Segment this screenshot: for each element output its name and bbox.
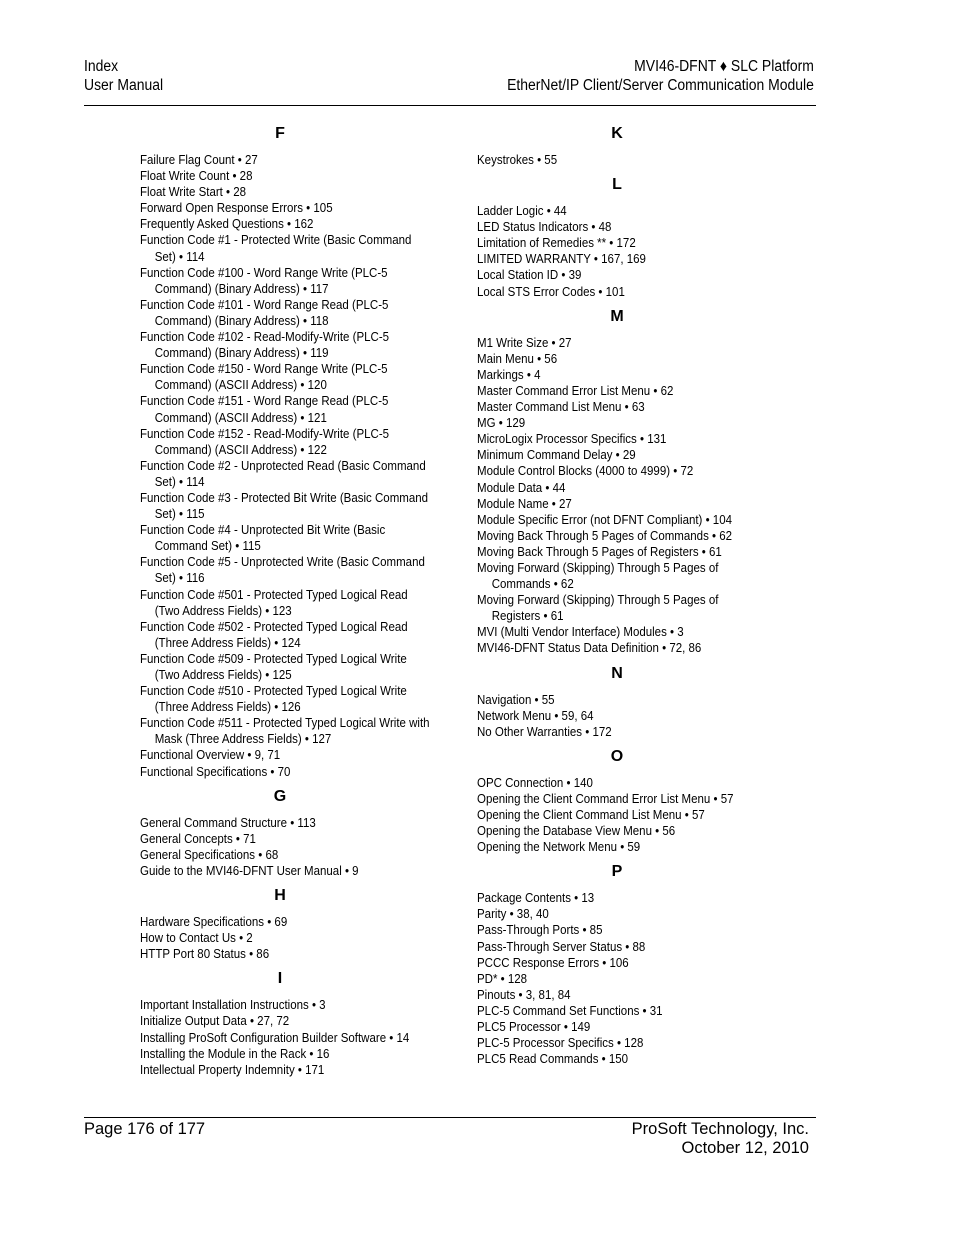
index-entry-list	[140, 914, 440, 962]
header-divider	[84, 105, 816, 106]
index-letter-heading: F	[275, 125, 285, 142]
index-entry: MG • 129	[477, 416, 526, 431]
index-entry: Moving Forward (Skipping) Through 5 Pages of Registers • 61	[477, 593, 719, 624]
index-entry: Function Code #510 - Protected Typed Logical Write (Three Address Fields) • 126	[140, 684, 407, 715]
index-entry: Navigation • 55	[477, 692, 555, 707]
index-entry: Function Code #102 - Read-Modify-Write (PLC-5 Command) (Binary Address) • 119	[140, 330, 390, 361]
footer-divider	[84, 1117, 816, 1118]
index-entry: Limitation of Remedies ** • 172	[477, 236, 636, 251]
index-entry: Installing ProSoft Configuration Builder Software • 14	[140, 1030, 410, 1045]
index-entry: Function Code #151 - Word Range Read (PLC-5 Command) (ASCII Address) • 121	[140, 394, 389, 425]
index-entry: MVI (Multi Vendor Interface) Modules • 3	[477, 625, 684, 640]
header-section-title: Index	[84, 58, 119, 75]
index-entry: General Command Structure • 113	[140, 815, 316, 830]
index-entry: Master Command List Menu • 63	[477, 400, 645, 415]
index-entry: Master Command Error List Menu • 62	[477, 383, 674, 398]
index-entry: Initialize Output Data • 27, 72	[140, 1014, 290, 1029]
index-letter-heading: K	[611, 125, 623, 142]
index-entry-list	[477, 775, 777, 855]
index-entry: Module Data • 44	[477, 480, 566, 495]
index-entry: Intellectual Property Indemnity • 171	[140, 1062, 325, 1077]
index-entry: Guide to the MVI46-DFNT User Manual • 9	[140, 863, 359, 878]
index-entry: LED Status Indicators • 48	[477, 220, 612, 235]
index-section	[140, 969, 440, 1077]
index-section	[477, 307, 777, 657]
index-section	[477, 862, 777, 1067]
header-left	[84, 57, 163, 95]
index-entry: Package Contents • 13	[477, 891, 595, 906]
index-entry: Network Menu • 59, 64	[477, 708, 594, 723]
footer-company: ProSoft Technology, Inc.	[631, 1120, 809, 1138]
index-entry: LIMITED WARRANTY • 167, 169	[477, 252, 646, 267]
index-entry: Local Station ID • 39	[477, 268, 582, 283]
index-letter-heading: O	[610, 747, 624, 765]
index-entry: Pinouts • 3, 81, 84	[477, 987, 571, 1002]
index-entry: Function Code #152 - Read-Modify-Write (PLC-5 Command) (ASCII Address) • 122	[140, 426, 390, 457]
index-entry: Installing the Module in the Rack • 16	[140, 1046, 330, 1061]
index-entry: PLC5 Read Commands • 150	[477, 1052, 629, 1067]
index-entry: PLC-5 Processor Specifics • 128	[477, 1036, 644, 1051]
index-entry: M1 Write Size • 27	[477, 335, 572, 350]
index-section	[140, 886, 440, 962]
index-entry: HTTP Port 80 Status • 86	[140, 947, 270, 962]
index-entry: Important Installation Instructions • 3	[140, 998, 326, 1013]
index-entry: Function Code #150 - Word Range Write (PLC-5 Command) (ASCII Address) • 120	[140, 362, 388, 393]
index-section	[140, 787, 440, 879]
index-entry: Opening the Network Menu • 59	[477, 840, 641, 855]
index-entry: Main Menu • 56	[477, 351, 558, 366]
index-section	[477, 747, 777, 855]
footer-right	[632, 1120, 809, 1158]
index-entry: Opening the Database View Menu • 56	[477, 824, 676, 839]
page-number: Page 176 of 177	[84, 1120, 206, 1138]
index-entry: Functional Specifications • 70	[140, 764, 291, 779]
index-entry-list	[477, 203, 777, 300]
index-entry: Markings • 4	[477, 367, 541, 382]
index-letter-heading: P	[611, 863, 623, 881]
index-entry: Functional Overview • 9, 71	[140, 748, 281, 763]
index-entry: Local STS Error Codes • 101	[477, 284, 625, 299]
index-entry: How to Contact Us • 2	[140, 931, 253, 946]
index-entry: MVI46-DFNT Status Data Definition • 72, 86	[477, 641, 702, 656]
index-section	[477, 664, 777, 740]
header-product-description: EtherNet/IP Client/Server Communication Module	[507, 77, 814, 94]
index-column-right	[477, 124, 777, 1074]
index-entry: Moving Back Through 5 Pages of Registers • 61	[477, 544, 722, 559]
index-entry: PCCC Response Errors • 106	[477, 955, 629, 970]
index-letter-heading: G	[273, 787, 287, 805]
index-entry: Opening the Client Command Error List Menu • 57	[477, 791, 734, 806]
index-entry-list	[140, 997, 440, 1077]
index-entry-list	[477, 890, 777, 1067]
index-entry: Failure Flag Count • 27	[140, 153, 258, 167]
index-letter-heading: H	[274, 887, 286, 905]
index-letter-heading: M	[610, 307, 624, 325]
index-entry: Function Code #1 - Protected Write (Basic Command Set) • 114	[140, 233, 412, 264]
index-entry: Forward Open Response Errors • 105	[140, 201, 333, 216]
index-entry: General Specifications • 68	[140, 847, 279, 862]
index-entry: Ladder Logic • 44	[477, 204, 567, 219]
index-entry: PD* • 128	[477, 971, 528, 986]
index-entry: Moving Forward (Skipping) Through 5 Pages of Commands • 62	[477, 560, 719, 592]
index-entry: Module Specific Error (not DFNT Compliant) • 104	[477, 512, 732, 527]
index-entry: Parity • 38, 40	[477, 907, 549, 922]
index-section	[140, 124, 440, 780]
header-manual-type: User Manual	[84, 77, 164, 94]
index-entry: Keystrokes • 55	[477, 153, 558, 167]
index-letter-heading: N	[611, 664, 623, 682]
index-entry: PLC5 Processor • 149	[477, 1020, 591, 1035]
index-entry: Minimum Command Delay • 29	[477, 448, 636, 463]
index-entry: Frequently Asked Questions • 162	[140, 217, 314, 232]
index-entry: MicroLogix Processor Specifics • 131	[477, 432, 667, 447]
index-section	[477, 124, 777, 168]
index-entry: Opening the Client Command List Menu • 57	[477, 808, 705, 822]
index-entry: Function Code #3 - Protected Bit Write (Basic Command Set) • 115	[140, 490, 429, 522]
index-entry-list	[477, 335, 777, 657]
index-entry: Function Code #101 - Word Range Read (PLC-5 Command) (Binary Address) • 118	[140, 297, 389, 328]
footer-left	[84, 1120, 205, 1139]
index-entry: Moving Back Through 5 Pages of Commands • 62	[477, 528, 733, 543]
header-product: MVI46-DFNT ♦ SLC Platform	[634, 58, 814, 75]
index-entry: Function Code #2 - Unprotected Read (Basic Command Set) • 114	[140, 458, 426, 489]
index-entry: Hardware Specifications • 69	[140, 915, 288, 930]
index-column-left	[140, 124, 440, 1085]
index-entry-list	[477, 152, 777, 168]
index-entry: Pass-Through Server Status • 88	[477, 939, 646, 954]
index-entry: Pass-Through Ports • 85	[477, 923, 603, 938]
index-entry: Function Code #502 - Protected Typed Logical Read (Three Address Fields) • 124	[140, 619, 408, 650]
index-letter-heading: L	[612, 176, 622, 194]
header-right	[507, 57, 814, 95]
index-entry: Function Code #5 - Unprotected Write (Basic Command Set) • 116	[140, 555, 425, 586]
footer-date: October 12, 2010	[681, 1139, 809, 1157]
index-entry-list	[477, 692, 777, 740]
index-entry: Module Control Blocks (4000 to 4999) • 72	[477, 464, 694, 479]
index-entry-list	[140, 152, 440, 780]
index-entry: Float Write Start • 28	[140, 185, 247, 200]
index-entry: General Concepts • 71	[140, 831, 256, 846]
index-entry: Module Name • 27	[477, 496, 572, 511]
index-entry-list	[140, 815, 440, 879]
index-entry: No Other Warranties • 172	[477, 724, 612, 739]
index-entry: OPC Connection • 140	[477, 775, 593, 790]
index-entry: Float Write Count • 28	[140, 169, 253, 184]
index-entry: Function Code #4 - Unprotected Bit Write (Basic Command Set) • 115	[140, 523, 386, 554]
index-entry: Function Code #100 - Word Range Write (PLC-5 Command) (Binary Address) • 117	[140, 265, 388, 296]
index-section	[477, 175, 777, 300]
index-entry: Function Code #501 - Protected Typed Logical Read (Two Address Fields) • 123	[140, 587, 408, 618]
index-entry: PLC-5 Command Set Functions • 31	[477, 1003, 663, 1018]
index-entry: Function Code #509 - Protected Typed Logical Write (Two Address Fields) • 125	[140, 651, 407, 682]
index-entry: Function Code #511 - Protected Typed Logical Write with Mask (Three Address Fields) • 127	[140, 716, 430, 747]
index-letter-heading: I	[277, 970, 283, 988]
